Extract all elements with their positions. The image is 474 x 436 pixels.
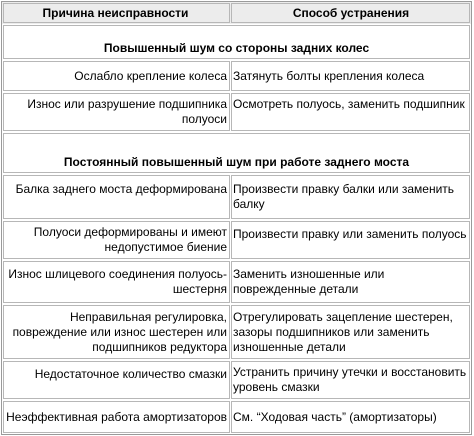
remedy-cell: Осмотреть полуось, заменить подшипник [231,93,470,131]
table-row [2,400,471,434]
cause-cell: Недостаточное количество смазки [3,361,230,399]
header-remedy: Способ устранения [231,3,470,23]
remedy-cell: Произвести правку балки или заменить балку [231,175,470,219]
cause-cell: Балка заднего моста деформирована [3,175,230,219]
cause-cell: Неправильная регулировка, повреждение или износ шестерен или подшипников редуктора [3,305,230,359]
cause-cell: Ослабло крепление колеса [3,61,230,91]
table-row [2,260,471,304]
remedy-cell: Отрегулировать зацепление шестерен, зазоры подшипников или заменить изношенные детали [231,305,470,359]
cause-cell: Износ шлицевого соединения полуось-шестерня [3,261,230,303]
section-title-row [2,36,471,60]
section-title: Постоянный повышенный шум при работе заднего моста [3,147,470,173]
section-title: Повышенный шум со стороны задних колес [3,37,470,59]
cause-cell: Неэффективная работа амортизаторов [3,401,230,433]
table-row [2,92,471,132]
table-row [2,360,471,400]
table-row [2,220,471,260]
section-title-row [2,146,471,174]
remedy-cell: Произвести правку или заменить полуось [231,221,470,259]
table-row [2,60,471,92]
remedy-cell: Устранить причину утечки и восстановить уровень смазки [231,361,470,399]
table-row [2,174,471,220]
cause-cell: Полуоси деформированы и имеют недопустимое биение [3,221,230,259]
troubleshooting-table [1,1,472,435]
remedy-cell: См. “Ходовая часть” (амортизаторы) [231,401,470,433]
header-cause: Причина неисправности [3,3,230,23]
cause-cell: Износ или разрушение подшипника полуоси [3,93,230,131]
remedy-cell: Затянуть болты крепления колеса [231,61,470,91]
table-header-row [2,2,471,24]
table-row [2,304,471,360]
remedy-cell: Заменить изношенные или поврежденные детали [231,261,470,303]
